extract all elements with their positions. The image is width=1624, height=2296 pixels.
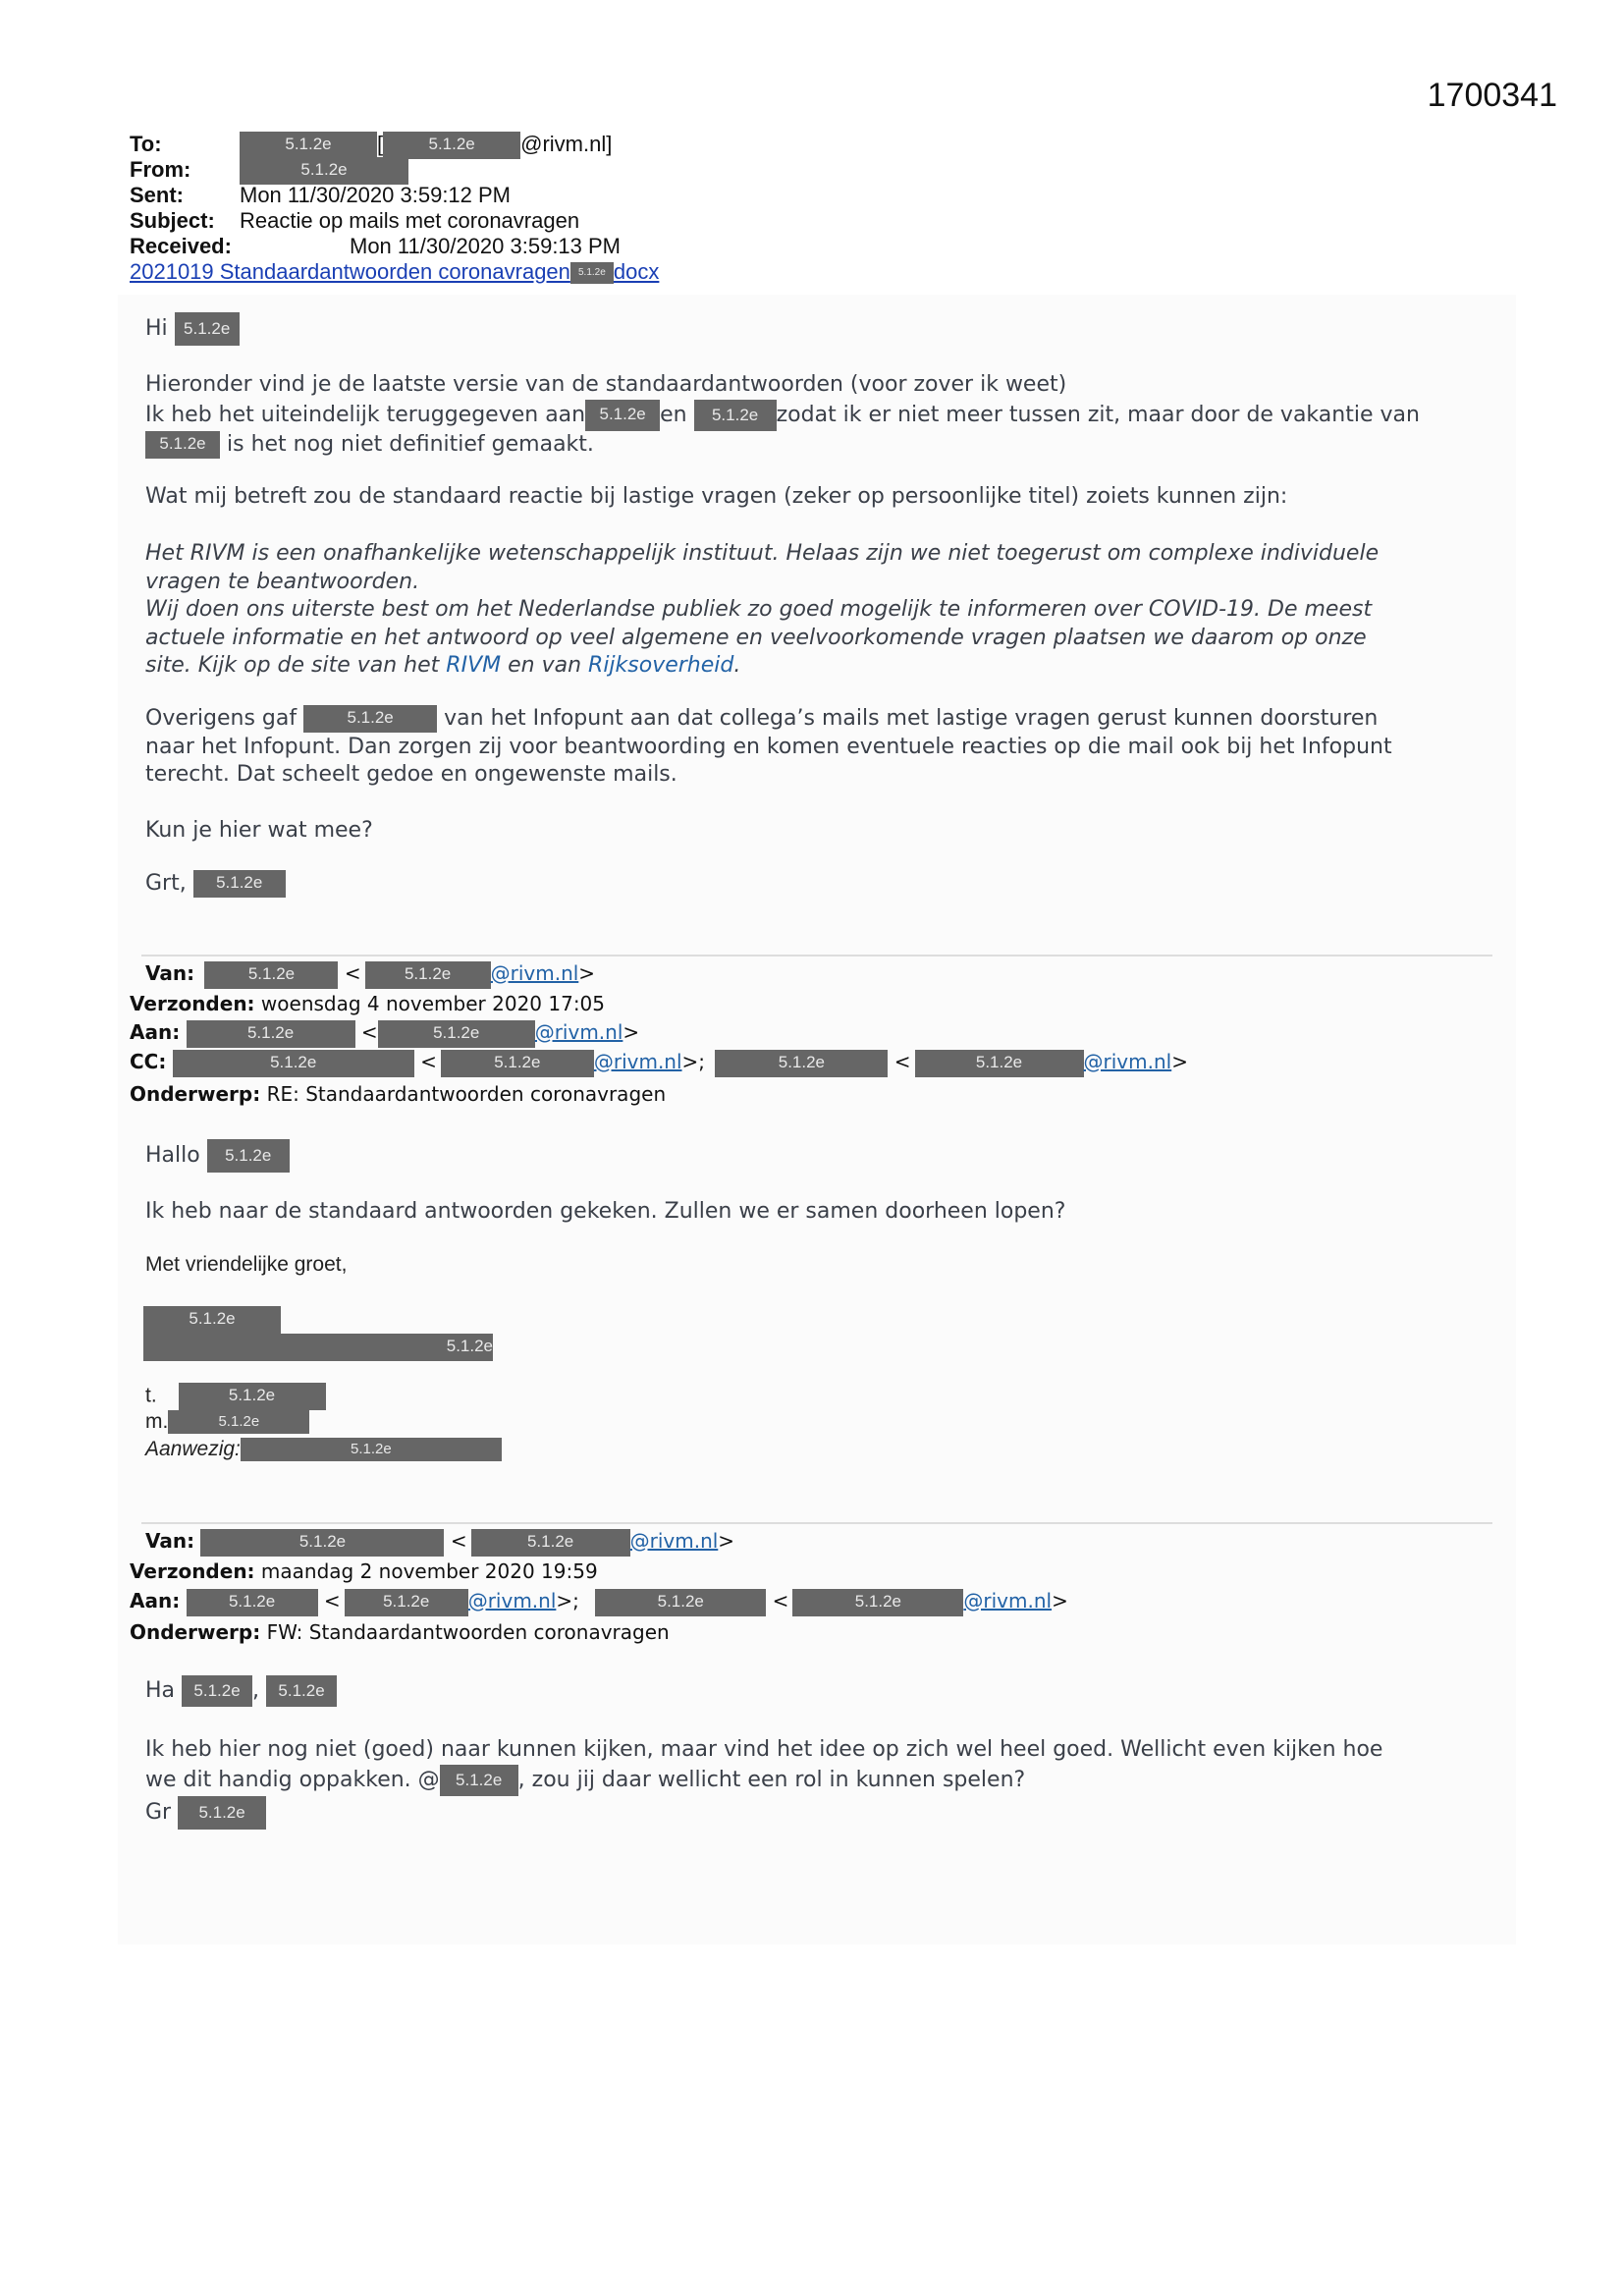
- sent-value: Mon 11/30/2020 3:59:12 PM: [240, 183, 512, 207]
- aan-label: Aan:: [130, 1589, 181, 1613]
- onderwerp-value: FW: Standaardantwoorden coronavragen: [266, 1620, 670, 1644]
- email-domain-link[interactable]: @rivm.nl: [467, 1589, 557, 1613]
- email3-onderwerp-row: [130, 1619, 670, 1645]
- text-line: Hieronder vind je de laatste versie van de standaardantwoorden (voor zover ik weet): [145, 372, 1067, 397]
- text-span: is het nog niet definitief gemaakt.: [227, 431, 594, 457]
- text-line: [145, 705, 1490, 734]
- email-domain-link[interactable]: @rivm.nl: [1083, 1050, 1172, 1073]
- aan-label: Aan:: [130, 1020, 181, 1044]
- text-line: [145, 652, 1490, 681]
- email-domain-link[interactable]: @rivm.nl: [593, 1050, 682, 1073]
- redaction: 5.1.2e: [440, 1765, 518, 1796]
- email1-greeting: [145, 312, 1490, 346]
- redaction: 5.1.2e: [365, 961, 491, 989]
- greeting-text: Hallo: [145, 1143, 200, 1168]
- onderwerp-label: Onderwerp:: [130, 1620, 261, 1644]
- text-line: [145, 431, 1490, 460]
- text-line: actuele informatie en het antwoord op veel algemene en veelvoorkomende vragen plaatsen we daarom op onze: [145, 625, 1367, 650]
- redaction: 5.1.2e: [715, 1050, 888, 1077]
- from-label: From:: [130, 157, 191, 182]
- text-span: zodat ik er niet meer tussen zit, maar door de vakantie van: [776, 402, 1420, 427]
- redaction: 5.1.2e: [207, 1139, 290, 1173]
- received-row: [130, 234, 622, 259]
- text-span: zou jij daar wellicht een rol in kunnen spelen?: [531, 1767, 1026, 1792]
- text-line: Ik heb hier nog niet (goed) naar kunnen kijken, maar vind het idee op zich wel heel goed. Wellicht even kijken hoe: [145, 1737, 1383, 1762]
- redaction: 5.1.2e: [585, 400, 660, 431]
- redaction: 5.1.2e: [193, 870, 286, 898]
- email1-paragraph-4: Kun je hier wat mee?: [145, 818, 373, 843]
- text-line: Wij doen ons uiterste best om het Nederlandse publiek zo goed mogelijk te informeren over COVID-19. De meest: [145, 597, 1373, 622]
- redaction: 5.1.2e: [187, 1589, 318, 1616]
- verzonden-value: maandag 2 november 2020 19:59: [260, 1559, 598, 1583]
- aanwezig-label: Aanwezig:: [145, 1438, 241, 1460]
- redaction: 5.1.2e: [595, 1589, 766, 1616]
- email2-regards: Met vriendelijke groet,: [145, 1253, 348, 1276]
- rijksoverheid-link[interactable]: Rijksoverheid: [588, 653, 734, 678]
- signature-aanwezig: [145, 1438, 502, 1461]
- greeting-text: Ha: [145, 1678, 176, 1703]
- email3-greeting: Ha 5.1.2e , 5.1.2e: [145, 1675, 1490, 1707]
- email3-van-row: Van: 5.1.2e < 5.1.2e @rivm.nl>: [130, 1528, 734, 1557]
- received-value: Mon 11/30/2020 3:59:13 PM: [350, 234, 622, 258]
- redaction: 5.1.2e: [204, 961, 338, 989]
- redaction: 5.1.2e: [383, 132, 520, 159]
- to-domain: @rivm.nl]: [520, 132, 613, 156]
- redaction: 5.1.2e: [173, 1050, 414, 1077]
- redaction: 5.1.2e: [179, 1383, 326, 1410]
- redaction: 5.1.2e: [241, 1438, 502, 1461]
- document-id: 1700341: [1427, 77, 1557, 114]
- sent-label: Sent:: [130, 183, 184, 207]
- text-line: we dit handig oppakken. @ 5.1.2e , zou jij daar wellicht een rol in kunnen spelen?: [145, 1765, 1490, 1796]
- text-line: vragen te beantwoorden.: [145, 569, 420, 594]
- text-line: [145, 400, 1490, 431]
- mobile-label: m.: [145, 1410, 169, 1433]
- to-row: [130, 132, 613, 157]
- from-row: [130, 157, 348, 183]
- email-domain-link[interactable]: @rivm.nl: [963, 1589, 1053, 1613]
- greeting-text: Hi: [145, 316, 168, 341]
- text-span: Ik heb het uiteindelijk teruggegeven aan: [145, 402, 586, 427]
- email2-paragraph-1: Ik heb naar de standaard antwoorden gekeken. Zullen we er samen doorheen lopen?: [145, 1199, 1066, 1224]
- email3-aan-row: Aan: 5.1.2e < 5.1.2e @rivm.nl>; 5.1.2e < 5.1.2e @rivm.nl>: [130, 1588, 1068, 1616]
- email3-verzonden-row: [130, 1558, 598, 1584]
- phone-label: t.: [145, 1384, 157, 1407]
- onderwerp-label: Onderwerp:: [130, 1082, 261, 1106]
- email1-closing: [145, 870, 1490, 899]
- signature-name-redaction: [143, 1306, 493, 1361]
- attachment-name[interactable]: 2021019 Standaardantwoorden coronavragen: [130, 259, 570, 284]
- redaction: 5.1.2e: [471, 1529, 630, 1557]
- redaction: 5.1.2e: [915, 1050, 1084, 1077]
- subject-value: Reactie op mails met coronavragen: [240, 208, 580, 233]
- closing-text: Gr: [145, 1799, 172, 1825]
- sent-row: [130, 183, 512, 208]
- verzonden-label: Verzonden:: [130, 992, 255, 1015]
- email2-greeting: [145, 1139, 1490, 1173]
- text-line: terecht. Dat scheelt gedoe en ongewenste mails.: [145, 762, 677, 787]
- text-line: naar het Infopunt. Dan zorgen zij voor beantwoording en komen eventuele reacties op die mail ook bij het Infopunt: [145, 734, 1392, 759]
- bracket-text: [: [377, 132, 384, 156]
- email-domain-link[interactable]: @rivm.nl: [534, 1020, 623, 1044]
- redaction: 5.1.2e: [792, 1589, 963, 1616]
- text-span: we dit handig oppakken. @: [145, 1767, 440, 1792]
- separator: [141, 1522, 1492, 1524]
- email1-paragraph-3: [145, 705, 1490, 790]
- signature-mobile: [145, 1410, 309, 1434]
- onderwerp-value: RE: Standaardantwoorden coronavragen: [266, 1082, 667, 1106]
- cc-label: CC:: [130, 1050, 167, 1073]
- text-line: [145, 1796, 1490, 1830]
- separator: [141, 955, 1492, 957]
- subject-row: [130, 208, 580, 234]
- closing-text: Grt,: [145, 871, 187, 896]
- email1-paragraph-1: [145, 371, 1490, 459]
- redaction: 5.1.2e: [143, 1306, 281, 1334]
- attachment-link[interactable]: [130, 259, 659, 285]
- text-span: en: [660, 402, 687, 427]
- attachment-ext[interactable]: docx: [613, 259, 660, 284]
- redaction: 5.1.2e: [175, 312, 240, 346]
- rivm-link[interactable]: RIVM: [446, 653, 502, 678]
- email3-paragraph-1: [145, 1736, 1490, 1830]
- text-line: Het RIVM is een onafhankelijke wetenschappelijk instituut. Helaas zijn we niet toegerust om complexe individuele: [145, 541, 1380, 566]
- van-label: Van:: [145, 1529, 195, 1553]
- email2-van-row: Van: 5.1.2e < 5.1.2e @rivm.nl>: [130, 960, 595, 989]
- redaction: 5.1.2e: [187, 1020, 355, 1048]
- email2-verzonden-row: [130, 991, 605, 1016]
- verzonden-value: woensdag 4 november 2020 17:05: [260, 992, 606, 1015]
- redaction: 5.1.2e: [143, 1334, 493, 1361]
- verzonden-label: Verzonden:: [130, 1559, 255, 1583]
- redaction: 5.1.2e: [200, 1529, 444, 1557]
- redaction: 5.1.2e: [570, 262, 614, 284]
- email1-paragraph-2: Wat mij betreft zou de standaard reactie bij lastige vragen (zeker op persoonlijke titel) zoiets kunnen zijn:: [145, 484, 1288, 509]
- email-domain-link[interactable]: @rivm.nl: [490, 961, 579, 985]
- text-span: site. Kijk op de site van het: [145, 653, 440, 678]
- redaction: 5.1.2e: [240, 157, 408, 185]
- received-label: Received:: [130, 234, 232, 258]
- email2-cc-row: CC: 5.1.2e < 5.1.2e @rivm.nl>; 5.1.2e < 5.1.2e @rivm.nl>: [130, 1049, 1188, 1077]
- redaction: 5.1.2e: [345, 1589, 468, 1616]
- redaction: 5.1.2e: [240, 132, 377, 159]
- text-span: .: [733, 653, 741, 678]
- email2-onderwerp-row: [130, 1081, 666, 1107]
- redaction: 5.1.2e: [303, 705, 437, 733]
- text-span: en van: [508, 653, 582, 678]
- redaction: 5.1.2e: [178, 1796, 266, 1830]
- text-span: van het Infopunt aan dat collega’s mails met lastige vragen gerust kunnen doorsturen: [444, 706, 1379, 731]
- subject-label: Subject:: [130, 208, 215, 233]
- redaction: 5.1.2e: [694, 400, 777, 431]
- email2-aan-row: Aan: 5.1.2e < 5.1.2e @rivm.nl>: [130, 1019, 639, 1048]
- redaction: 5.1.2e: [182, 1675, 252, 1707]
- to-label: To:: [130, 132, 162, 156]
- redaction: 5.1.2e: [266, 1675, 337, 1707]
- van-label: Van:: [145, 961, 195, 985]
- email-domain-link[interactable]: @rivm.nl: [629, 1529, 719, 1553]
- redaction: 5.1.2e: [378, 1020, 535, 1048]
- signature-phone: [145, 1383, 326, 1410]
- redaction: 5.1.2e: [145, 431, 220, 459]
- redaction: 5.1.2e: [168, 1410, 309, 1434]
- email1-quote: [145, 540, 1490, 681]
- redaction: 5.1.2e: [441, 1050, 594, 1077]
- text-span: Overigens gaf: [145, 706, 298, 731]
